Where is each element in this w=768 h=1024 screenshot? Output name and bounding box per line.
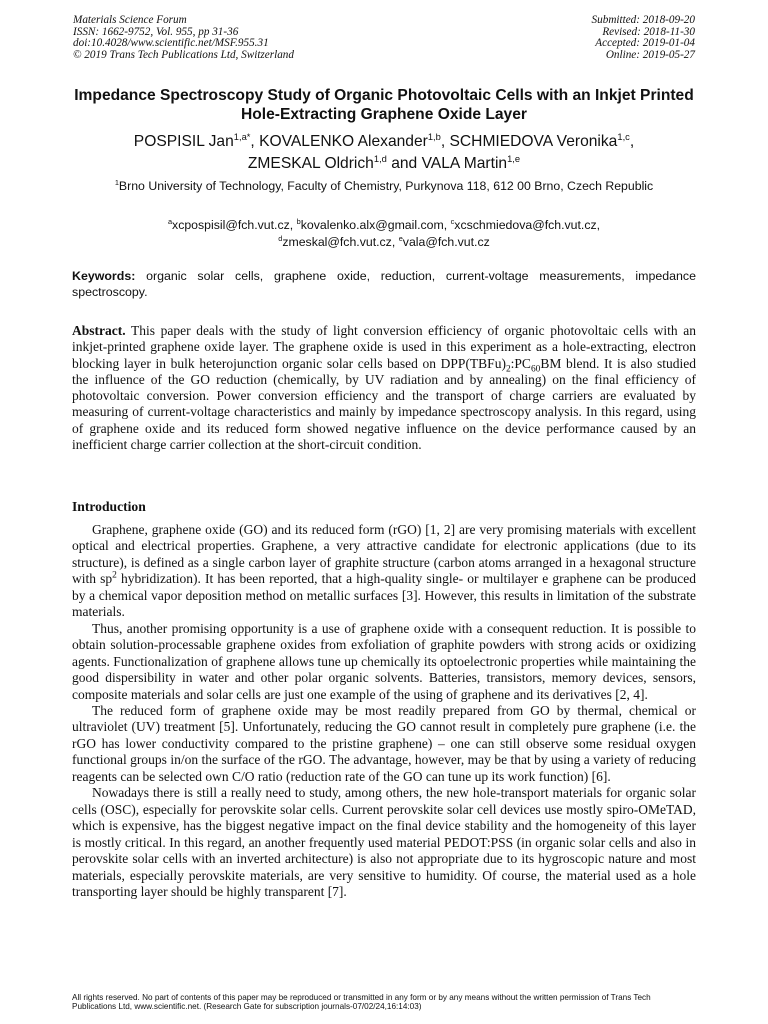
- journal-name: Materials Science Forum: [73, 14, 187, 26]
- author-sup: 1,b: [427, 131, 441, 142]
- author-name: KOVALENKO Alexander: [259, 133, 428, 150]
- date-revised: Revised: 2018-11-30: [602, 25, 695, 38]
- email-link[interactable]: vala@fch.vut.cz: [402, 235, 490, 249]
- journal-copyright: © 2019 Trans Tech Publications Ltd, Switzerland: [73, 48, 294, 61]
- date-online: Online: 2019-05-27: [605, 48, 695, 61]
- email-link[interactable]: xcschmiedova@fch.vut.cz: [454, 218, 597, 232]
- journal-doi: doi:10.4028/www.scientific.net/MSF.955.31: [73, 37, 269, 50]
- paragraph: Nowadays there is still a really need to study, among others, the new hole-transport materials for organic solar cells (OSC), especially for perovskite solar cells. Current perovskite solar cell devices use mostly spiro-OMeTAD, which is expensive, has the biggest negative impact on the final device stability and the homogeneity of this layer is mostly critical. In this regard, an another frequently used material PEDOT:PSS (in organic solar cells and also in perovskite solar cells with an inverted architecture) is also not appropriate due to its hygroscopic nature and most materials, especially perovskite materials, are very sensitive to humidity. Of course, the material used as a hole transporting layer should be highly transparent [7].: [72, 785, 696, 899]
- paragraph: The reduced form of graphene oxide may be most readily prepared from GO by thermal, chemical or ultraviolet (UV) treatment [5]. Unfortunately, reducing the GO cannot result in completely pure graphene (i.e. the rGO has lower conductivity compared to the pristine graphene) – one can still observe some residual oxygen functional groups in/on the surface of the rGO. The advantage, however, may be that by using a variety of reducing reagents can be selected own C/O ratio (reduction rate of the GO can tune up its work function) [6].: [72, 702, 696, 784]
- email-link[interactable]: xcpospisil@fch.vut.cz: [172, 218, 290, 232]
- paragraph: Thus, another promising opportunity is a use of graphene oxide with a consequent reduction. It is possible to obtain solution-processable graphene oxides from exfoliation of graphite powders with strong acids or oxidizing agents. Functionalization of graphene allows tune up chemically its optoelectronic properties while maintaining the good dispersibility in water and other polar organic solvents. Batteries, transistors, memory devices, sensors, composite materials and solar cells are just one example of the using of graphene and its derivatives [2, 4].: [72, 620, 696, 702]
- email-list: $^a$xcpospisil@fch.vut.cz, $^b$kovalenko.alx@gmail.com, $^c$xcschmiedova@fch.vut.cz, $^d$zmeskal@fch.vut.cz, $^e$vala@fch.vut.cz: [167, 216, 601, 249]
- introduction-body: [72, 522, 696, 900]
- author-sup: 1,a*: [233, 131, 251, 142]
- copyright-footer: All rights reserved. No part of contents of this paper may be reproduced or transmitted in any form or by any means without the written permission of Trans Tech Publications Ltd, www.scientific.net. (Research Gate for subscription journals-07/02/24,16:14:03): [72, 993, 651, 1012]
- author-list: POSPISIL Jan$^{1,a*}$, KOVALENKO Alexander$^{1,b}$, SCHMIEDOVA Veronika$^{1,c}$, ZMESKAL Oldrich$^{1,d}$ and VALA Martin$^{1,e}$: [133, 131, 635, 172]
- keywords: [72, 268, 696, 300]
- author-sup: 1,c: [617, 131, 630, 142]
- journal-issn: ISSN: 1662-9752, Vol. 955, pp 31-36: [73, 25, 239, 38]
- email-link[interactable]: kovalenko.alx@gmail.com: [300, 218, 444, 232]
- paragraph: Graphene, graphene oxide (GO) and its reduced form (rGO) [1, 2] are very promising materials with excellent optical and electrical properties. Graphene, a very attractive candidate for electronic applications (due to its structure), is defined as a single carbon layer of graphite structure (carbon atoms arranged in a hexagonal structure with $sp^2$ hybridization). It has been reported, that a high-quality single- or multilayer e graphene can be produced by a chemical vapor deposition method on metallic surfaces [3]. However, this results in limitation of the substrate materials.: [72, 522, 696, 620]
- abstract-label: Abstract.: [72, 323, 126, 338]
- dates-header: [592, 15, 695, 61]
- affiliation-text: Brno University of Technology, Faculty of Chemistry, Purkynova 118, 612 00 Brno, Czech Republic: [118, 179, 654, 193]
- email-link[interactable]: zmeskal@fch.vut.cz: [282, 235, 392, 249]
- section-heading-introduction: Introduction: [72, 499, 146, 514]
- author-name: SCHMIEDOVA Veronika: [449, 133, 618, 150]
- affiliation: [60, 178, 708, 195]
- date-submitted: Submitted: 2018-09-20: [591, 14, 695, 26]
- keywords-text: organic solar cells, graphene oxide, reduction, current-voltage measurements, impedance spectroscopy.: [72, 269, 696, 299]
- author-name: ZMESKAL Oldrich: [247, 155, 374, 172]
- date-accepted: Accepted: 2019-01-04: [595, 37, 695, 50]
- author-sup: 1,d: [373, 153, 387, 164]
- journal-header: [73, 15, 294, 61]
- keywords-label: Keywords:: [72, 269, 136, 283]
- affiliation-sup: 1: [114, 177, 119, 187]
- author-sup: 1,e: [507, 153, 521, 164]
- abstract: Abstract. This paper deals with the study of light conversion efficiency of organic photovoltaic cells with an inkjet-printed graphene oxide layer. The graphene oxide is used in this experiment as a hole-extracting, electron blocking layer in bulk heterojunction organic solar cells based on $DPP(TBFu)_2:PC_{60}BM$ blend. It is also studied the influence of the GO reduction (chemically, by UV radiation and by annealing) on the final efficiency of photovoltaic conversion. Power conversion efficiency and the transport of charge carriers are evaluated by measuring of current-voltage characteristics and mainly by impedance spectroscopy analysis. In this regard, using of graphene oxide and its reduced form showed negative influence on the device performance caused by an inefficient charge carrier collection at the short-circuit condition.: [72, 323, 697, 453]
- paper-title: Impedance Spectroscopy Study of Organic Photovoltaic Cells with an Inkjet Printed Hole-Extracting Graphene Oxide Layer: [74, 87, 694, 123]
- author-name: POSPISIL Jan: [133, 133, 234, 150]
- author-name: VALA Martin: [421, 155, 508, 172]
